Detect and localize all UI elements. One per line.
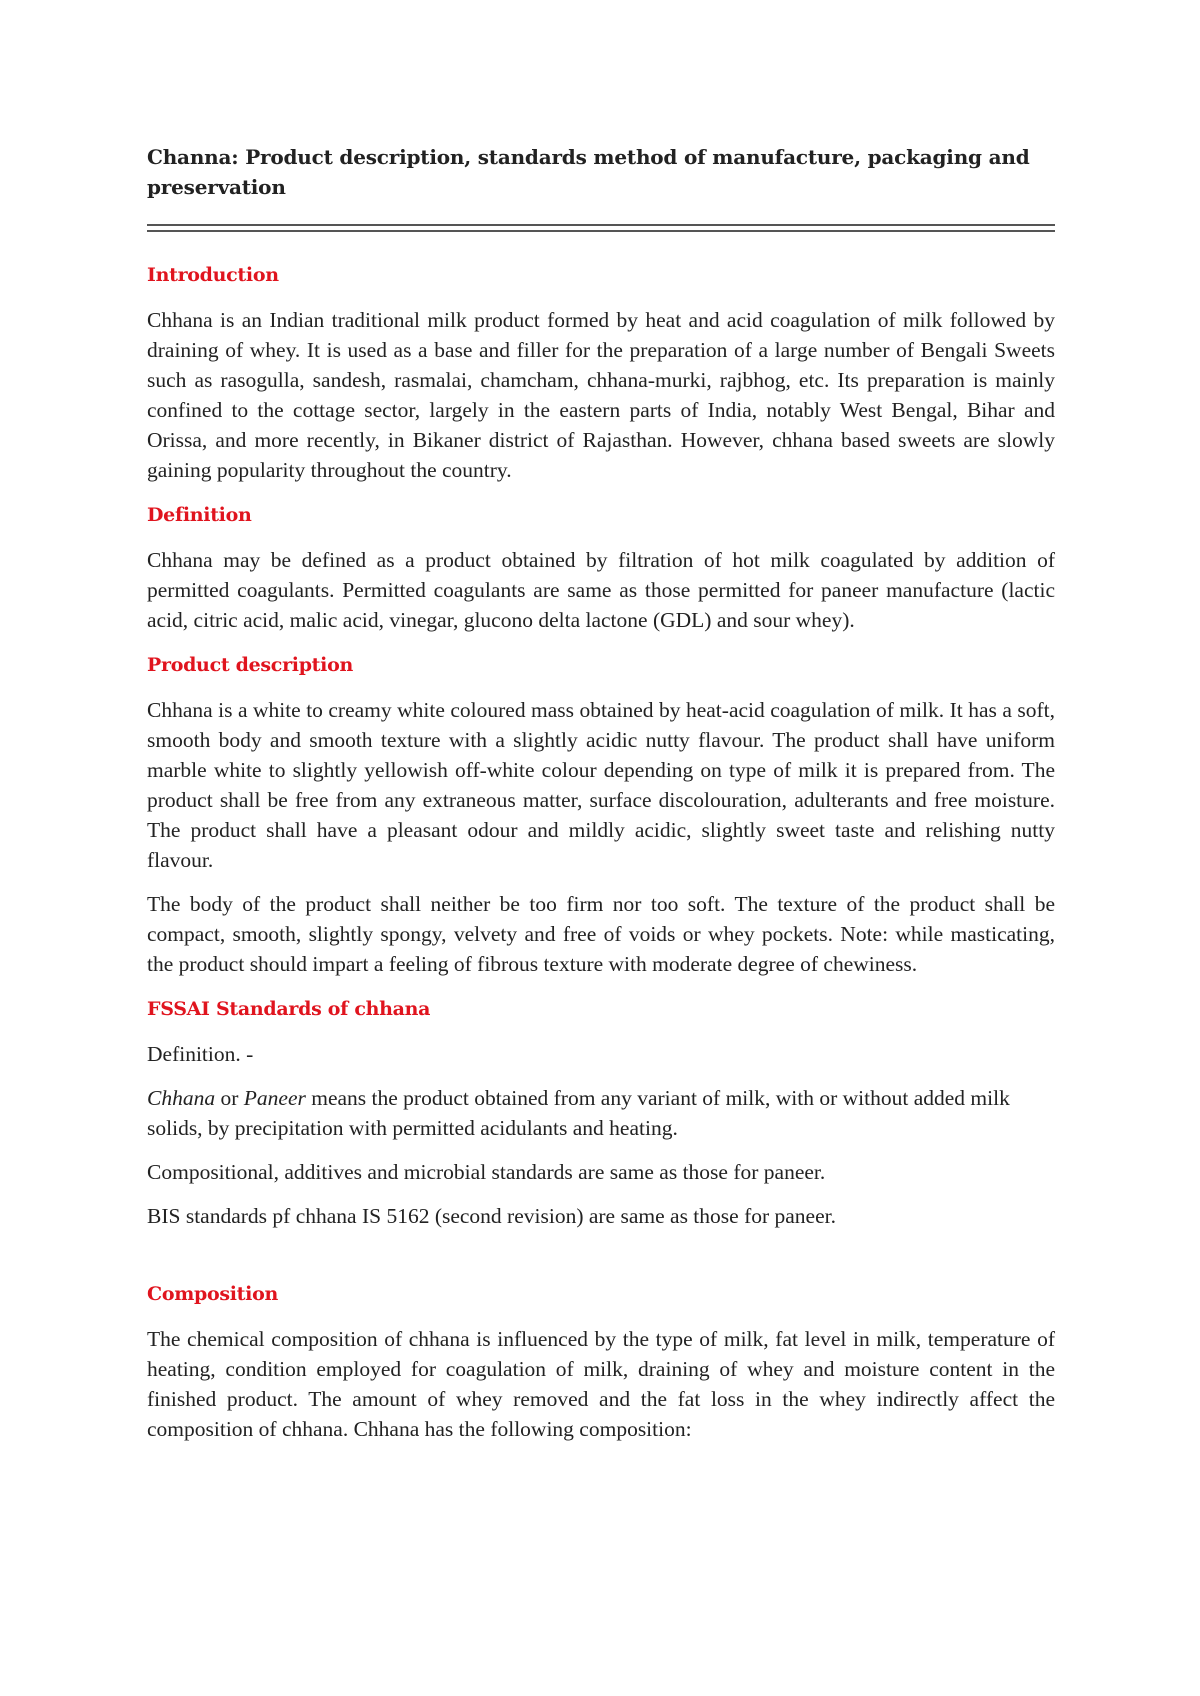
fssai-definition-text <box>147 1083 1055 1143</box>
term-connector: or <box>215 1086 244 1110</box>
heading-fssai-standards: FSSAI Standards of chhana <box>147 998 431 1020</box>
product-description-paragraph-2: The body of the product shall neither be too firm nor too soft. The texture of the product shall be compact, smooth, slightly spongy, velvety and free of voids or whey pockets. Note: while masticating, the product should impart a feeling of fibrous texture with moderate degree of chewiness. <box>147 892 1055 976</box>
fssai-compositional-text: Compositional, additives and microbial standards are same as those for paneer. <box>147 1160 826 1184</box>
document-title: Channa: Product description, standards method of manufacture, packaging and preservation <box>147 145 1030 199</box>
heading-product-description: Product description <box>147 654 353 676</box>
fssai-definition-label: Definition. - <box>147 1042 254 1066</box>
bis-standards-text: BIS standards pf chhana IS 5162 (second revision) are same as those for paneer. <box>147 1204 836 1228</box>
document-page <box>147 142 1055 1444</box>
product-description-paragraph-1: Chhana is a white to creamy white coloured mass obtained by heat-acid coagulation of milk. It has a soft, smooth body and smooth texture with a slightly acidic nutty flavour. The product shall have uniform marble white to slightly yellowish off-white colour depending on type of milk it is prepared from. The product shall be free from any extraneous matter, surface discolouration, adulterants and free moisture. The product shall have a pleasant odour and mildly acidic, slightly sweet taste and relishing nutty flavour. <box>147 698 1055 872</box>
title-double-rule <box>147 224 1055 232</box>
composition-paragraph: The chemical composition of chhana is influenced by the type of milk, fat level in milk, temperature of heating, condition employed for coagulation of milk, draining of whey and moisture content in the finished product. The amount of whey removed and the fat loss in the whey indirectly affect the composition of chhana. Chhana has the following composition: <box>147 1327 1055 1441</box>
heading-composition: Composition <box>147 1283 278 1305</box>
definition-paragraph: Chhana may be defined as a product obtained by filtration of hot milk coagulated by addition of permitted coagulants. Permitted coagulants are same as those permitted for paneer manufacture (lactic acid, citric acid, malic acid, vinegar, glucono delta lactone (GDL) and sour whey). <box>147 548 1055 632</box>
heading-introduction: Introduction <box>147 264 279 286</box>
heading-definition: Definition <box>147 504 252 526</box>
introduction-paragraph: Chhana is an Indian traditional milk product formed by heat and acid coagulation of milk followed by draining of whey. It is used as a base and filler for the preparation of a large number of Bengali Sweets such as rasogulla, sandesh, rasmalai, chamcham, chhana-murki, rajbhog, etc. Its preparation is mainly confined to the cottage sector, largely in the eastern parts of India, notably West Bengal, Bihar and Orissa, and more recently, in Bikaner district of Rajasthan. However, chhana based sweets are slowly gaining popularity throughout the country. <box>147 308 1055 482</box>
fssai-definition-rest: means the product obtained from any variant of milk, with or without added milk solids, by precipitation with permitted acidulants and heating. <box>147 1086 1010 1140</box>
term-paneer: Paneer <box>243 1086 306 1110</box>
term-chhana: Chhana <box>147 1086 216 1110</box>
